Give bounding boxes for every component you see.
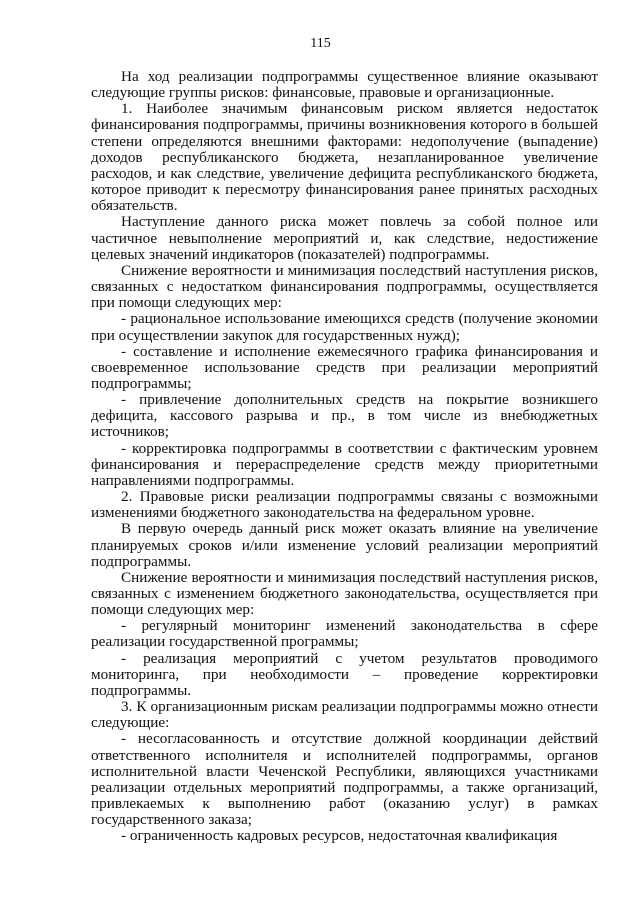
list-item: - ограниченность кадровых ресурсов, недостаточная квалификация <box>121 827 558 845</box>
list-item: - корректировка подпрограммы в соответствии с фактическим уровнем финансирования и перераспределение средств между приоритетными направлениями подпрограммы. <box>91 439 598 489</box>
paragraph: На ход реализации подпрограммы существенное влияние оказывают следующие группы рисков: финансовые, правовые и организационные. <box>91 68 598 102</box>
document-body <box>91 69 598 845</box>
paragraph: 3. К организационным рискам реализации подпрограммы можно отнести следующие: <box>91 698 598 732</box>
list-item: - составление и исполнение ежемесячного графика финансирования и своевременное использование средств при реализации мероприятий подпрограммы; <box>91 342 598 392</box>
list-item: - рациональное использование имеющихся средств (получение экономии при осуществлении закупок для государственных нужд); <box>91 310 598 344</box>
paragraph: 2. Правовые риски реализации подпрограммы связаны с возможными изменениями бюджетного законодательства на федеральном уровне. <box>91 488 598 522</box>
list-item: - несогласованность и отсутствие должной координации действий ответственного исполнителя и исполнителей подпрограммы, органов исполнительной власти Чеченской Республики, являющихся участниками реализации отдельных мероприятий подпрограммы, а также организаций, привлекаемых к выполнению работ (оказанию услуг) в рамках государственного заказа; <box>91 730 598 829</box>
paragraph: Наступление данного риска может повлечь за собой полное или частичное невыполнение мероприятий и, как следствие, недостижение целевых значений индикаторов (показателей) подпрограммы. <box>91 213 598 263</box>
page-number: 115 <box>310 36 331 51</box>
paragraph: 1. Наиболее значимым финансовым риском является недостаток финансирования подпрограммы, причины возникновения которого в большей степени определяются внешними факторами: недополучение (выпадение) доходов республиканского бюджета, незапланированное увеличение расходов, и как следствие, увеличение дефицита республиканского бюджета, которое приводит к пересмотру финансирования ранее принятых расходных обязательств. <box>91 100 598 215</box>
list-item: - привлечение дополнительных средств на покрытие возникшего дефицита, кассового разрыва и пр., в том числе из внебюджетных источников; <box>91 391 598 441</box>
paragraph: В первую очередь данный риск может оказать влияние на увеличение планируемых сроков и/или изменение условий реализации мероприятий подпрограммы. <box>91 520 598 570</box>
list-item: - регулярный мониторинг изменений законодательства в сфере реализации государственной программы; <box>91 617 598 651</box>
paragraph: Снижение вероятности и минимизация последствий наступления рисков, связанных с недостатком финансирования подпрограммы, осуществляется при помощи следующих мер: <box>91 261 598 312</box>
paragraph: Снижение вероятности и минимизация последствий наступления рисков, связанных с изменением бюджетного законодательства, осуществляется при помощи следующих мер: <box>91 568 598 619</box>
list-item: - реализация мероприятий с учетом результатов проводимого мониторинга, при необходимости – проведение корректировки подпрограммы. <box>91 649 598 699</box>
